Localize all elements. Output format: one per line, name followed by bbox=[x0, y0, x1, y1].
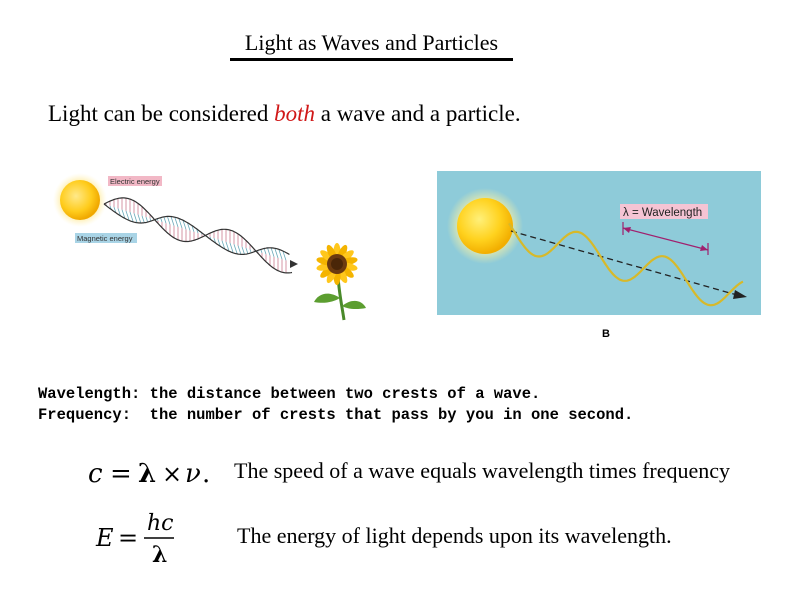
magnetic-wave bbox=[104, 204, 289, 255]
title-underline bbox=[230, 58, 513, 61]
definition-term: Frequency: bbox=[38, 406, 141, 424]
definition-frequency bbox=[38, 405, 633, 426]
magnetic-hatch bbox=[264, 249, 266, 255]
magnetic-hatch bbox=[142, 216, 144, 223]
eq-symbol-period: . bbox=[202, 459, 211, 489]
wavelength-figure bbox=[437, 171, 761, 315]
magnetic-hatch bbox=[164, 217, 166, 223]
magnetic-hatch bbox=[242, 247, 245, 255]
slide-title: Light as Waves and Particles bbox=[244, 30, 499, 55]
magnetic-hatch bbox=[134, 213, 137, 222]
definitions-block bbox=[38, 384, 633, 426]
eq-symbol-equals: = bbox=[110, 459, 132, 489]
magnetic-hatch bbox=[161, 218, 162, 222]
sunflower-icon bbox=[314, 243, 366, 320]
electric-energy-label: Electric energy bbox=[110, 177, 160, 186]
magnetic-hatch bbox=[138, 215, 141, 223]
eq-symbol-lambda: λ bbox=[138, 459, 157, 489]
figure-caption: B bbox=[602, 328, 610, 340]
magnetic-hatch bbox=[275, 248, 278, 258]
energy-equation bbox=[94, 508, 180, 570]
eq-symbol-e: E bbox=[96, 524, 114, 552]
intro-text-start: Light can be considered bbox=[48, 101, 275, 126]
magnetic-hatch bbox=[146, 217, 148, 222]
energy-equation-description: The energy of light depends upon its wavelength. bbox=[237, 523, 672, 548]
magnetic-hatch bbox=[234, 244, 237, 254]
intro-sentence bbox=[48, 100, 521, 128]
magnetic-hatch bbox=[268, 248, 271, 256]
eq-numerator: hc bbox=[147, 511, 174, 536]
eq-symbol-times: × bbox=[162, 460, 183, 488]
eq-symbol-equals: = bbox=[118, 524, 139, 552]
magnetic-hatch bbox=[175, 217, 178, 227]
speed-equation bbox=[88, 452, 218, 494]
sun-icon bbox=[457, 198, 513, 254]
electromagnetic-wave-figure bbox=[52, 168, 382, 323]
eq-denominator: λ bbox=[152, 542, 168, 568]
magnetic-hatch bbox=[271, 248, 274, 257]
magnetic-hatch bbox=[167, 216, 170, 224]
eq-symbol-nu: ν bbox=[185, 459, 201, 489]
sun-icon bbox=[60, 180, 100, 220]
magnetic-energy-label: Magnetic energy bbox=[77, 234, 133, 243]
intro-text-end: a wave and a particle. bbox=[314, 101, 521, 126]
intro-emphasis: both bbox=[274, 101, 315, 126]
eq-symbol-c: c bbox=[88, 459, 103, 489]
magnetic-hatch bbox=[171, 217, 174, 226]
wavelength-label: λ = Wavelength bbox=[623, 207, 703, 219]
definition-wavelength bbox=[38, 384, 633, 405]
magnetic-hatch bbox=[246, 248, 248, 254]
definition-term: Wavelength: bbox=[38, 385, 141, 403]
definition-text: the number of crests that pass by you in one second. bbox=[149, 406, 634, 424]
magnetic-hatch bbox=[238, 246, 241, 255]
definition-text: the distance between two crests of a wave. bbox=[149, 385, 541, 403]
wave-arrowhead bbox=[290, 260, 298, 268]
speed-equation-description: The speed of a wave equals wavelength times frequency bbox=[234, 458, 731, 483]
